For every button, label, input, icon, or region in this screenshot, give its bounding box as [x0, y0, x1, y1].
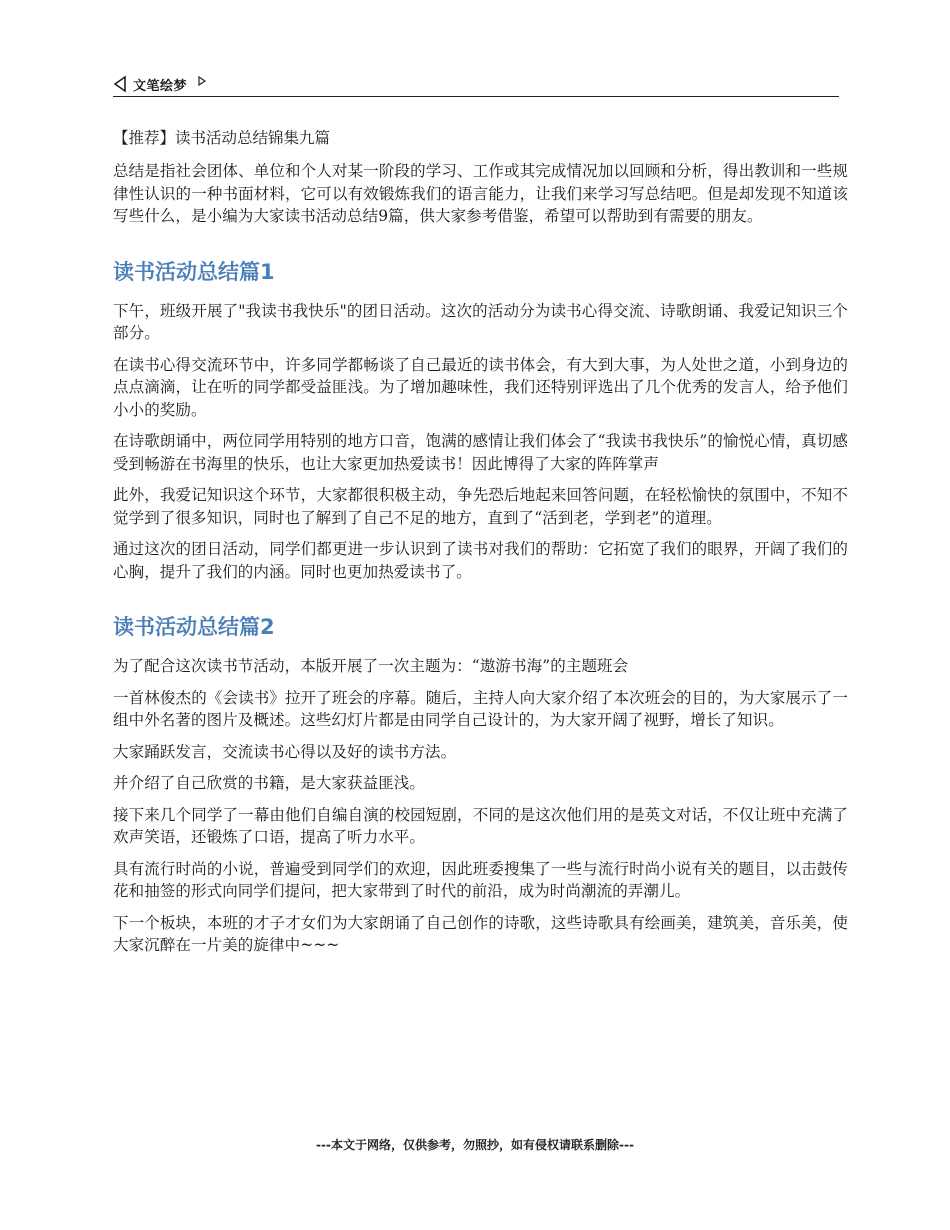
paragraph: 下午，班级开展了"我读书我快乐"的团日活动。这次的活动分为读书心得交流、诗歌朗诵、我爱记知识三个部分。: [113, 301, 848, 342]
document-body: [113, 126, 848, 966]
paragraph: 接下来几个同学了一幕由他们自编自演的校园短剧，不同的是这次他们用的是英文对话，不仅让班中充满了欢声笑语，还锻炼了口语，提高了听力水平。: [113, 805, 848, 846]
paragraph: 大家踊跃发言，交流读书心得以及好的读书方法。: [113, 742, 457, 761]
page-header: [113, 72, 839, 97]
paragraph: 此外，我爱记知识这个环节，大家都很积极主动，争先恐后地起来回答问题，在轻松愉快的氛围中，不知不觉学到了很多知识，同时也了解到了自己不足的地方，直到了“活到老，学到老”的道理。: [113, 486, 848, 527]
paragraph: 下一个板块，本班的才子才女们为大家朗诵了自己创作的诗歌，这些诗歌具有绘画美，建筑美，音乐美，使大家沉醉在一片美的旋律中~~~: [113, 913, 848, 954]
document-title: 【推荐】读书活动总结锦集九篇: [113, 129, 331, 147]
paragraph: 在读书心得交流环节中，许多同学都畅谈了自己最近的读书体会，有大到大事，为人处世之道，小到身边的点点滴滴，让在听的同学都受益匪浅。为了增加趣味性，我们还特别评选出了几个优秀的发言人，给予他们小小的奖励。: [113, 355, 848, 419]
triangle-left-icon: [113, 75, 127, 93]
page-footer: ---本文于网络，仅供参考，勿照抄，如有侵权请联系删除---: [316, 1138, 634, 1152]
intro-paragraph: 总结是指社会团体、单位和个人对某一阶段的学习、工作或其完成情况加以回顾和分析，得出教训和一些规律性认识的一种书面材料，它可以有效锻炼我们的语言能力，让我们来学习写总结吧。但是却发现不知道该写些什么，是小编为大家读书活动总结9篇，供大家参考借鉴，希望可以帮助到有需要的朋友。: [113, 162, 848, 225]
paragraph: 一首林俊杰的《会读书》拉开了班会的序幕。随后，主持人向大家介绍了本次班会的目的，为大家展示了一组中外名著的图片及概述。这些幻灯片都是由同学自己设计的，为大家开阔了视野，增长了知识。: [113, 688, 848, 729]
paragraph: 在诗歌朗诵中，两位同学用特别的地方口音，饱满的感情让我们体会了“我读书我快乐”的愉悦心情，真切感受到畅游在书海里的快乐，也让大家更加热爱读书！因此博得了大家的阵阵掌声: [113, 432, 848, 473]
paragraph: 并介绍了自己欣赏的书籍，是大家获益匪浅。: [113, 774, 426, 792]
section-heading: 读书活动总结篇2: [113, 615, 275, 639]
paragraph: 具有流行时尚的小说，普遍受到同学们的欢迎，因此班委搜集了一些与流行时尚小说有关的题目，以击鼓传花和抽签的形式向同学们提问，把大家带到了时代的前沿，成为时尚潮流的弄潮儿。: [113, 859, 848, 900]
section-heading: 读书活动总结篇1: [113, 259, 275, 284]
paragraph: 为了配合这次读书节活动，本版开展了一次主题为：“遨游书海”的主题班会: [113, 657, 629, 675]
brand-name: 文笔绘梦: [133, 78, 188, 94]
paragraph: 通过这次的团日活动，同学们都更进一步认识到了读书对我们的帮助：它拓宽了我们的眼界，开阔了我们的心胸，提升了我们的内涵。同时也更加热爱读书了。: [113, 540, 848, 581]
triangle-right-icon: [197, 75, 207, 87]
